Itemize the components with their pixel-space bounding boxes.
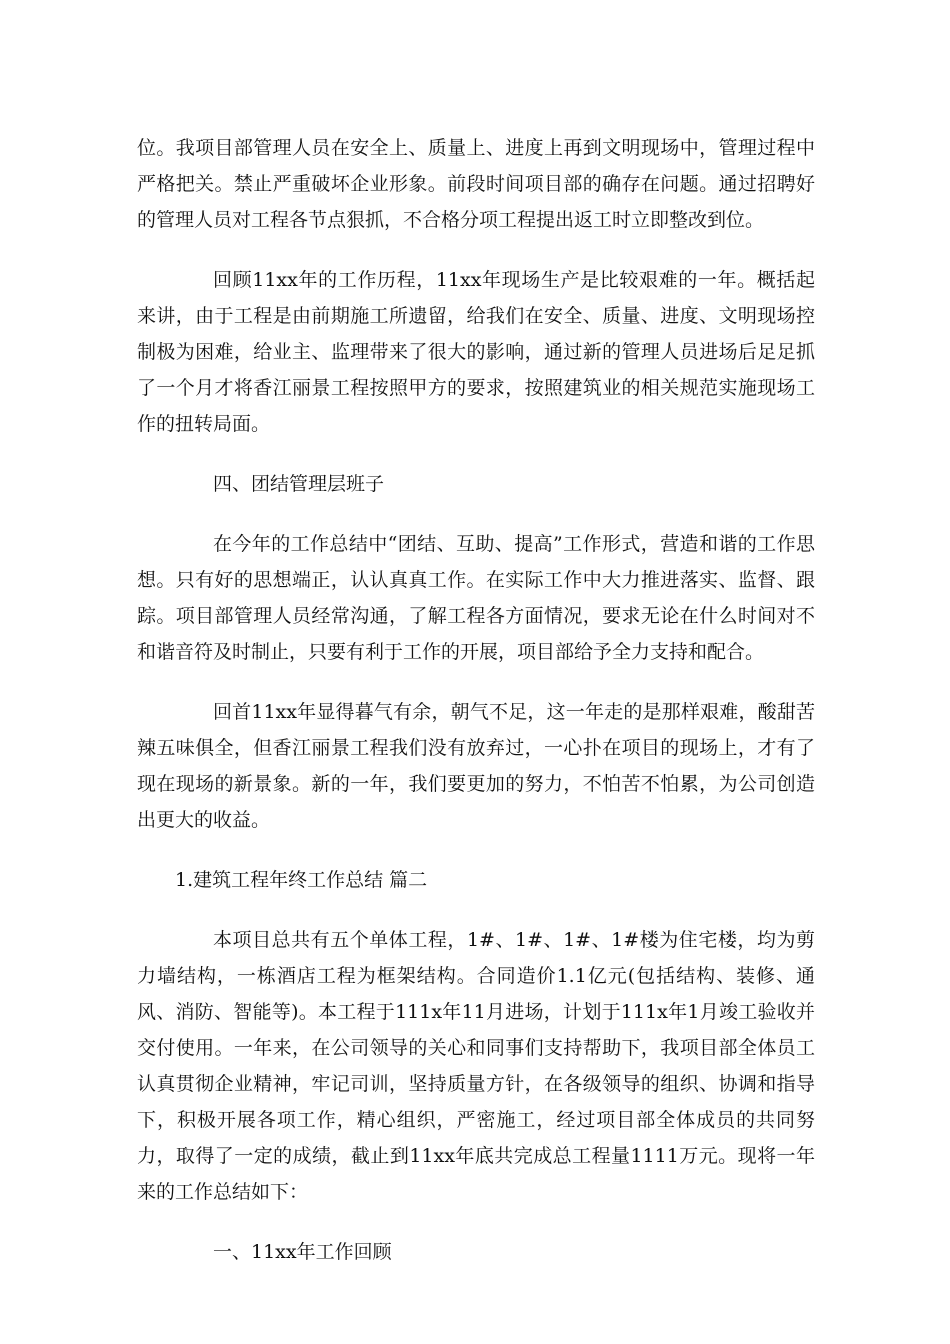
section-heading-unity: 四、团结管理层班子 (213, 473, 385, 495)
paragraph-gap (137, 502, 815, 526)
article-heading-part-two: 1.建筑工程年终工作总结 篇二 (175, 869, 428, 891)
paragraph-project-overview: 本项目总共有五个单体工程，1#、1#、1#、1#楼为住宅楼，均为剪力墙结构，一栋酒店工程为框架结构。合同造价1.1亿元(包括结构、装修、通风、消防、智能等)。本工程于111x年11月进场，计划于111x年1月竣工验收并交付使用。一年来，在公司领导的关心和同事们支持帮助下，我项目部全体员工认真贯彻企业精神，牢记司训，坚持质量方针，在各级领导的组织、协调和指导下，积极开展各项工作，精心组织，严密施工，经过项目部全体成员的共同努力，取得了一定的成绩，截止到11xx年底共完成总工程量1111万元。现将一年来的工作总结如下： (137, 929, 815, 1203)
paragraph-looking-back: 回首11xx年显得暮气有余，朝气不足，这一年走的是那样艰难，酸甜苦辣五味俱全，但香江丽景工程我们没有放弃过，一心扑在项目的现场上，才有了现在现场的新景象。新的一年，我们要更加的努力，不怕苦不怕累，为公司创造出更大的收益。 (137, 701, 815, 831)
paragraph-gap (137, 898, 815, 922)
paragraph-year-review: 回顾11xx年的工作历程，11xx年现场生产是比较艰难的一年。概括起来讲，由于工程是由前期施工所遗留，给我们在安全、质量、进度、文明现场控制极为困难，给业主、监理带来了很大的影响，通过新的管理人员进场后足足抓了一个月才将香江丽景工程按照甲方的要求，按照建筑业的相关规范实施现场工作的扭转局面。 (137, 269, 815, 435)
paragraph-gap (137, 838, 815, 862)
paragraph-gap (137, 238, 815, 262)
document-body (137, 130, 815, 1270)
paragraph-gap (137, 442, 815, 466)
paragraph-unity: 在今年的工作总结中“团结、互助、提高”工作形式，营造和谐的工作思想。只有好的思想端正，认认真真工作。在实际工作中大力推进落实、监督、跟踪。项目部管理人员经常沟通，了解工程各方面情况，要求无论在什么时间对不和谐音符及时制止，只要有利于工作的开展，项目部给予全力支持和配合。 (137, 533, 815, 663)
section-heading-work-review: 一、11xx年工作回顾 (213, 1241, 392, 1263)
paragraph-gap (137, 670, 815, 694)
paragraph-gap (137, 1210, 815, 1234)
paragraph-quality-control: 位。我项目部管理人员在安全上、质量上、进度上再到文明现场中，管理过程中严格把关。禁止严重破坏企业形象。前段时间项目部的确存在问题。通过招聘好的管理人员对工程各节点狠抓，不合格分项工程提出返工时立即整改到位。 (137, 137, 815, 231)
